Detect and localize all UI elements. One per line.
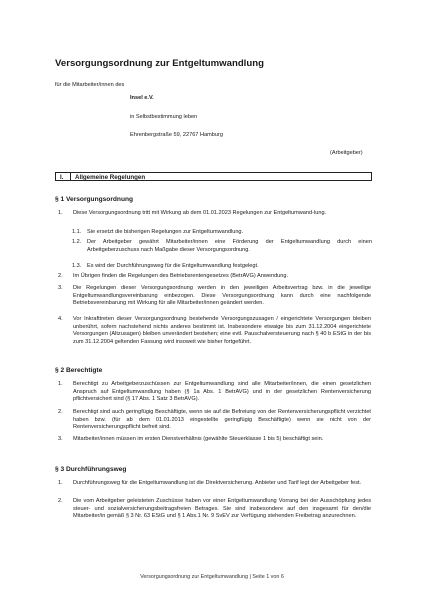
item-text: Diese Versorgungsordnung tritt mit Wirkung ab dem 01.01.2023 Regelungen zur Entgeltumwand-lung. [73, 210, 327, 216]
item-text: Der Arbeitgeber gewährt Mitarbeiter/innen eine Förderung der Entgeltumwandlung durch einen Arbeitgeberzuschuss nach Maßgabe dieser Versorgungsordnung. [87, 239, 372, 253]
item-number: 1.1. [72, 229, 82, 235]
org-name: Insel e.V. [130, 95, 154, 101]
org-address: Ehrenbergstraße 59, 22767 Hamburg [130, 132, 223, 138]
item-number: 2. [58, 498, 63, 504]
item-text: Mitarbeiter/innen müssen im ersten Dienstverhältnis (gewählte Steuerklasse 1 bis 5) beschäftigt sein. [73, 436, 324, 442]
section-divider [70, 173, 71, 180]
item-number: 3. [58, 436, 63, 442]
paragraph-3-heading: § 3 Durchführungsweg [55, 466, 127, 473]
item-text: Berechtigt zu Arbeitgeberzuschüssen zur Entgeltumwandlung sind alle Mitarbeiter/innen, die einen gesetzlichen Anspruch auf Entgeltumwandlung haben (§ 1a Abs. 1 BetrAVG) und in der gesetzlichen Rentenversicherung pflichtversichert sind (§ 17 Abs. 1 Satz 3 BetrAVG). [73, 381, 371, 402]
item-text: Berechtigt sind auch geringfügig Beschäftigte, wenn sie auf die Befreiung von der Rentenversicherungspflicht verzichtet haben bzw. (für ab dem 01.01.2013 eingestellte geringfügig Beschäftigte) wenn sie nicht von der Rentenversicherungspflicht befreit sind. [73, 409, 371, 430]
item-number: 1. [58, 210, 63, 216]
role-label: (Arbeitgeber) [330, 150, 363, 156]
item-number: 3. [58, 285, 63, 291]
item-number: 2. [58, 409, 63, 415]
paragraph-1-heading: § 1 Versorgungsordnung [55, 196, 134, 203]
section-number: I. [60, 173, 64, 181]
item-text: Es wird der Durchführungsweg für die Entgeltumwandlung festgelegt. [87, 263, 259, 269]
item-number: 1. [58, 381, 63, 387]
intro-text: für die Mitarbeiter/innen des [55, 82, 125, 88]
item-number: 1.3. [72, 263, 82, 269]
paragraph-2-heading: § 2 Berechtigte [55, 367, 103, 374]
item-text: Sie ersetzt die bisherigen Regelungen zur Entgeltumwandlung. [87, 229, 244, 235]
item-text: Vor Inkrafttreten dieser Versorgungsordnung bestehende Versorgungszusagen / eingerichtete Versorgungen bleiben unberührt, sofern nachstehend nichts anderes bestimmt ist. Insbesondere etwaige bis zum 31.12.2004 eingerichtete Versorgungen (Altzusagen) bleiben unverändert bestehen; eine evtl. Pauschalversteuerung nach § 40 b EStG in der bis zum 31.12.2004 geltenden Fassung wird insoweit wie bisher fortgeführt. [73, 316, 371, 345]
item-text: Im Übrigen finden die Regelungen des Betriebsrentengesetzes (BetrAVG) Anwendung. [73, 273, 289, 279]
org-subtitle: in Selbstbestimmung leben [130, 114, 198, 120]
document-title: Versorgungsordnung zur Entgeltumwandlung [55, 58, 264, 69]
section-header-general [55, 172, 372, 181]
section-label: Allgemeine Regelungen [75, 173, 146, 181]
item-number: 1.2. [72, 239, 82, 245]
item-number: 4. [58, 316, 63, 322]
item-text: Die Regelungen dieser Versorgungsordnung werden in den jeweiligen Arbeitsvertrag bzw. in die jeweilige Entgeltumwandlungsvereinbarung einbezogen. Diese Versorgungsordnung kann durch eine nachfolgende Betriebsvereinbarung mit Wirkung für alle Mitarbeiter/innen geändert werden. [73, 285, 371, 306]
item-text: Durchführungsweg für die Entgeltumwandlung ist die Direktversicherung. Anbieter und Tarif legt der Arbeitgeber fest. [73, 480, 362, 486]
page-footer: Versorgungsordnung zur Entgeltumwandlung | Seite 1 von 6 [140, 574, 284, 580]
item-text: Die vom Arbeitgeber geleisteten Zuschüsse haben vor einer Entgeltumwandlung Vorrang bei der Ausschöpfung jedes steuer- und sozialversicherungsbeitragsfreien Betrages. Sie sind insbesondere auf den insgesamt für den/die Mitarbeiter/in gemäß § 3 Nr. 63 EStG und § 1 Abs.1 Nr. 9 SvEV zur Verfügung stehenden Freibetrag anzurechnen. [73, 498, 371, 519]
item-number: 2. [58, 273, 63, 279]
item-number: 1. [58, 480, 63, 486]
